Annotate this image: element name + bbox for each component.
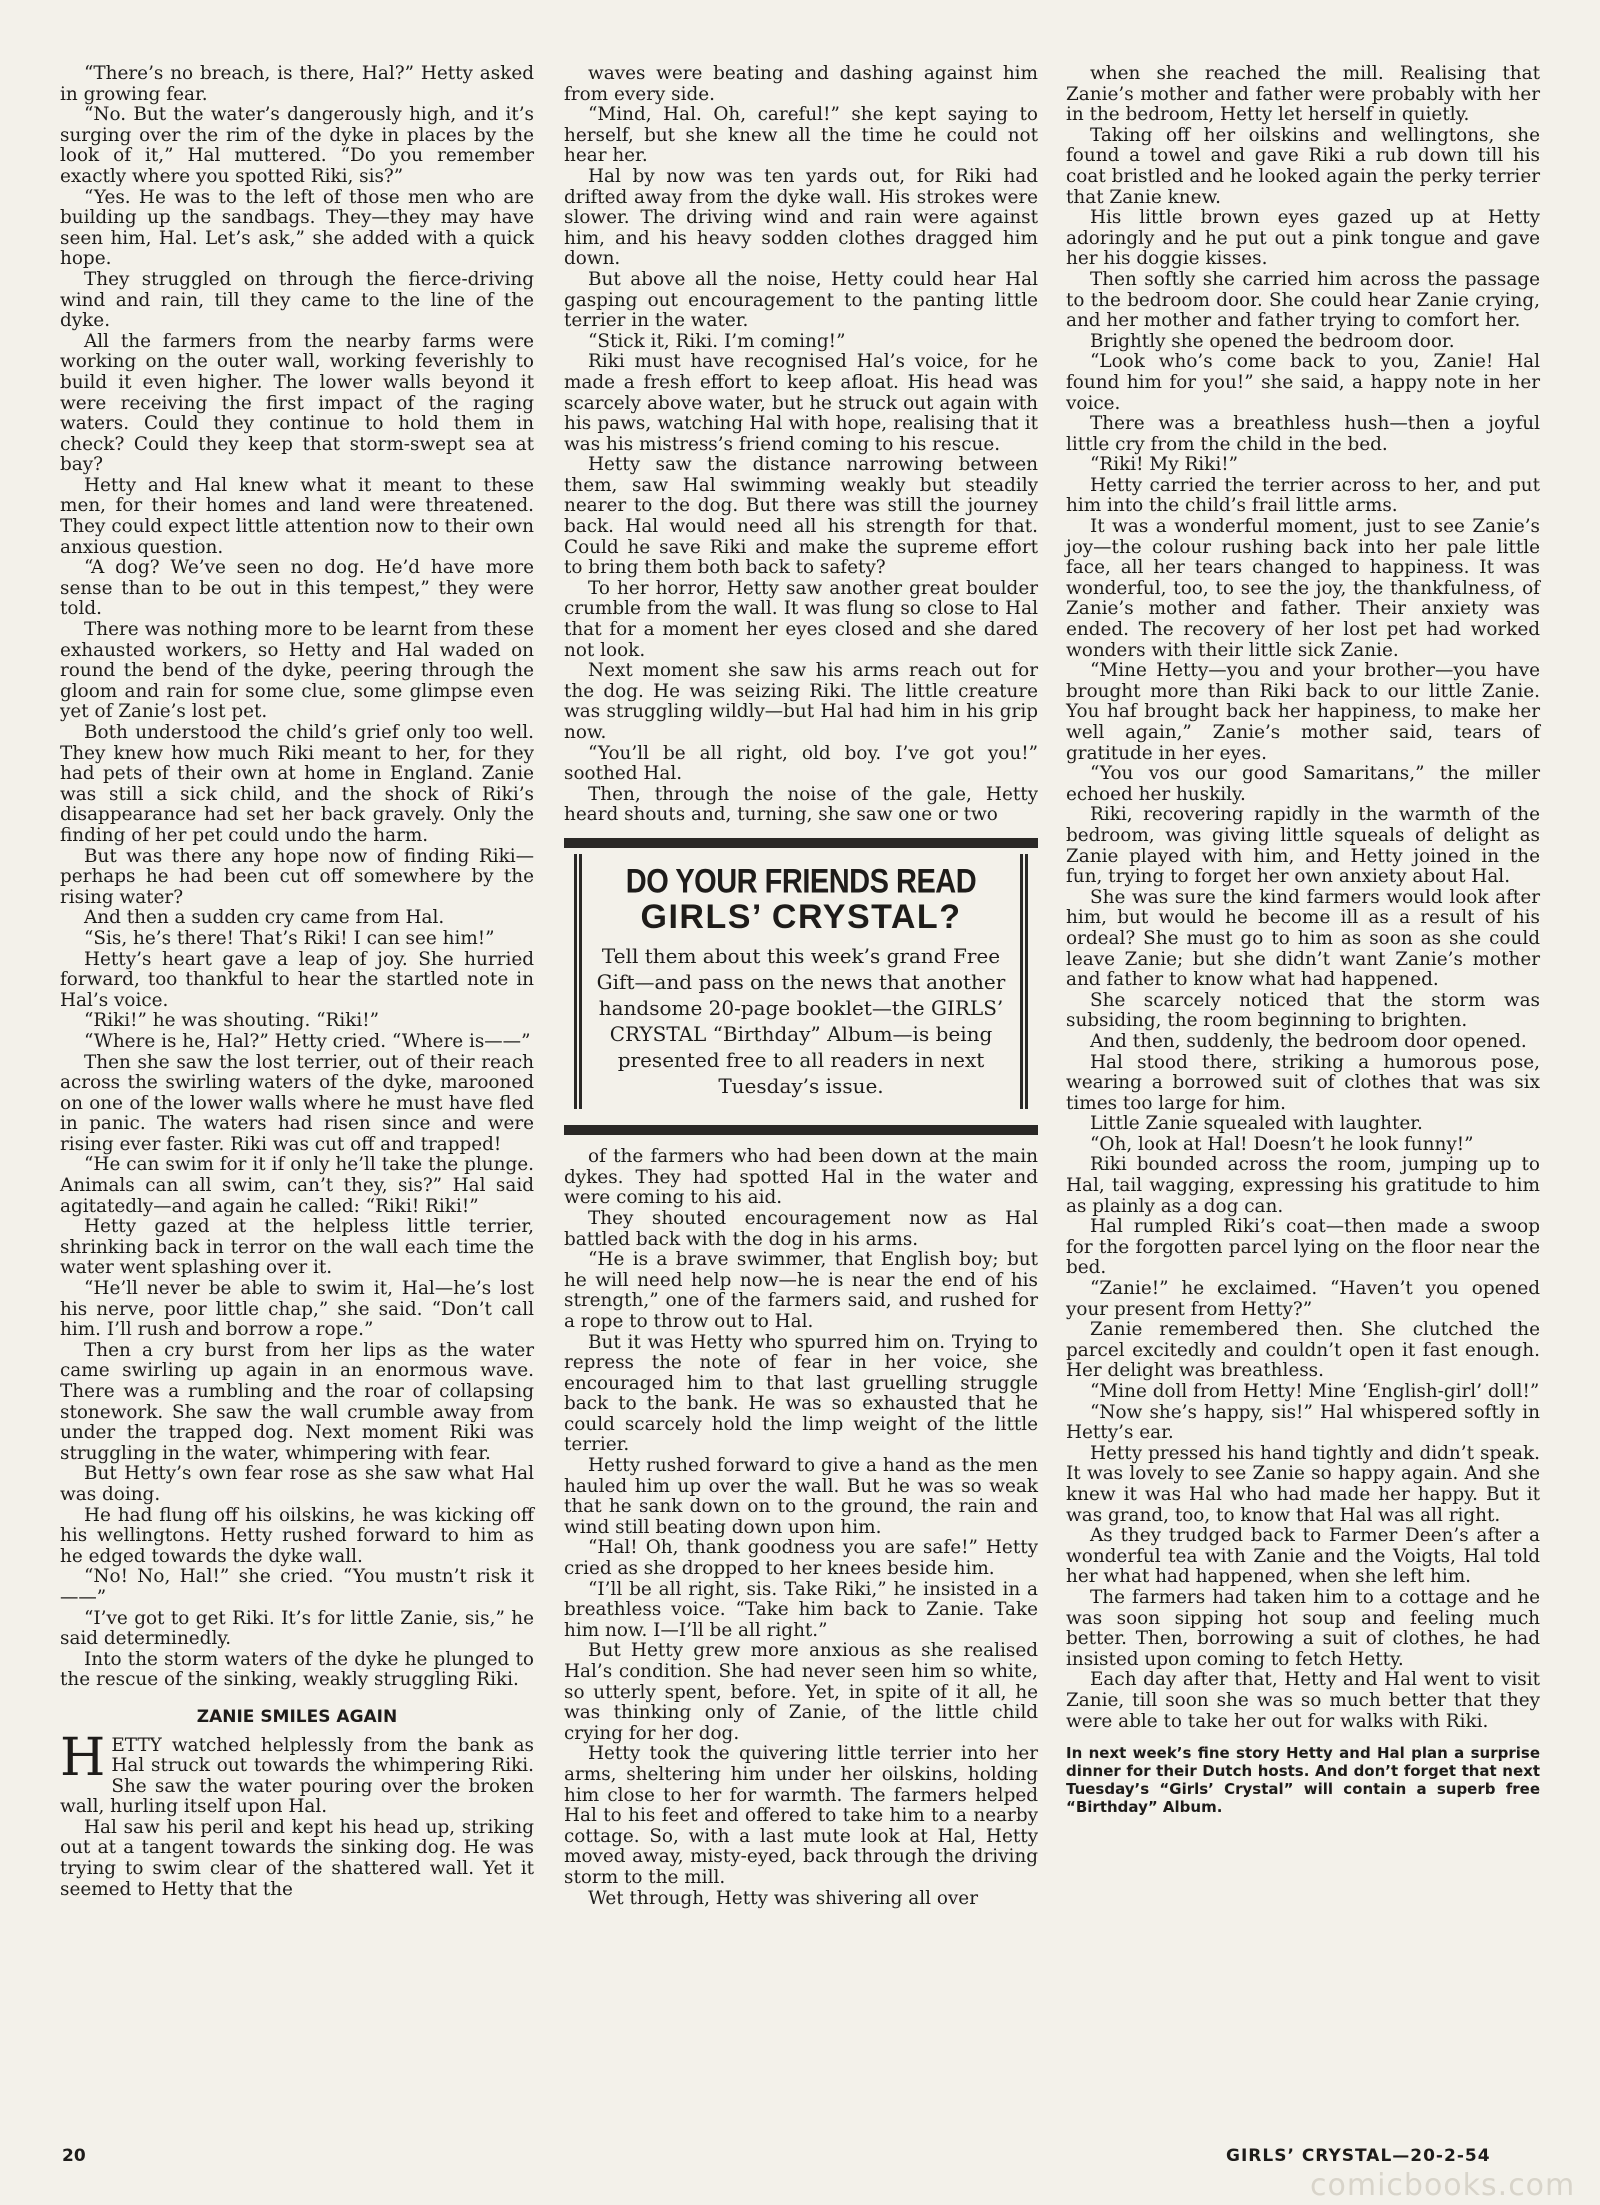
paragraph: “Oh, look at Hal! Doesn’t he look funny!” xyxy=(1090,1133,1474,1155)
paragraph: Hetty carried the terrier across to her, and put him into the child’s frail little arms. xyxy=(1066,474,1540,517)
paragraph: “Mine doll from Hetty! Mine ‘English-girl’ doll!” xyxy=(1090,1381,1540,1402)
paragraph: Each day after that, Hetty and Hal went to visit Zanie, till soon she was so much better that they were able to take her out for walks with Riki. xyxy=(1066,1669,1540,1732)
paragraph: Hetty gazed at the helpless little terrier, shrinking back in terror on the wall each time the water went splashing over it. xyxy=(60,1216,534,1279)
issue-line: GIRLS’ CRYSTAL—20-2-54 xyxy=(1226,2146,1491,2166)
paragraph: “Mind, Hal. Oh, careful!” she kept saying to herself, but she knew all the time he could not hear her. xyxy=(564,104,1038,167)
paragraph: “I’ll be all right, sis. Take Riki,” he insisted in a breathless voice. “Take him back to Zanie. Take him now. I—I’ll be all right.” xyxy=(564,1578,1038,1641)
paragraph: And then, suddenly, the bedroom door opened. xyxy=(1090,1030,1527,1052)
paragraph: “Sis, he’s there! That’s Riki! I can see him!” xyxy=(84,927,495,949)
paragraph: Hetty took the quivering little terrier into her arms, sheltering him under her oilskins, holding him close to her for warmth. The farmers helped Hal to his feet and offered to take him to a nearby cottage. So, with a last mute look at Hal, Hetty moved away, misty-eyed, back through the driving storm to the mill. xyxy=(564,1743,1038,1888)
column-3 xyxy=(1066,64,1540,1816)
paragraph: Riki, recovering rapidly in the warmth of the bedroom, was giving little squeals of delight as Zanie played with him, and Hetty joined in the fun, trying to forget her own anxiety about Hal. xyxy=(1066,804,1540,888)
advertisement-headline: DO YOUR FRIENDS READ xyxy=(625,863,977,901)
drop-cap: H xyxy=(60,1727,106,1788)
advertisement-body: Tell them about this week’s grand Free Gift—and pass on the news that another handsome 20-page booklet—the GIRLS’ CRYSTAL “Birthday” Album—is being presented free to all readers in next Tuesday’s issue. xyxy=(596,944,1006,1099)
paragraph: Brightly she opened the bedroom door. xyxy=(1090,330,1455,352)
paragraph: “Riki! My Riki!” xyxy=(1090,454,1239,476)
watermark: comicbooks.com xyxy=(1310,2168,1576,2203)
advertisement-inner xyxy=(574,854,1028,1109)
paragraph: It was a wonderful moment, just to see Zanie’s joy—the colour rushing back into her pale little face, all her tears changed to happiness. It was wonderful, too, to see the joy, the thankfulness, of Zanie’s mother and father. Their anxiety was ended. The recovery of her lost pet had worked wonders with their little sick Zanie. xyxy=(1066,516,1540,661)
drop-cap-paragraph-text: ETTY watched helplessly from the bank as Hal struck out towards the whimpering Riki. She saw the water pouring over the broken wall, hurling itself upon Hal. xyxy=(60,1734,534,1818)
paragraph: when she reached the mill. Realising that Zanie’s mother and father were probably with her in the bedroom, Hetty let herself in quietly. xyxy=(1066,63,1540,126)
paragraph: “Riki!” he was shouting. “Riki!” xyxy=(84,1010,380,1032)
next-week-note: In next week’s fine story Hetty and Hal plan a surprise dinner for their Dutch hosts. And don’t forget that next Tuesday’s “Girls’ Crystal” will contain a superb free “Birthday” Album. xyxy=(1066,1744,1540,1817)
paragraph: Hetty and Hal knew what it meant to these men, for their homes and land were threatened. They could expect little attention now to their own anxious question. xyxy=(60,474,534,558)
paragraph: “Now she’s happy, sis!” Hal whispered softly in Hetty’s ear. xyxy=(1066,1401,1540,1444)
column-2-bottom-paragraphs xyxy=(564,1147,1038,1909)
paragraph: “He is a brave swimmer, that English boy; but he will need help now—he is near the end of his strength,” one of the farmers said, and rushed for a rope to throw out to Hal. xyxy=(564,1249,1038,1332)
paragraph: She scarcely noticed that the storm was subsiding, the room beginning to brighten. xyxy=(1066,989,1540,1032)
paragraph: Wet through, Hetty was shivering all over xyxy=(588,1887,978,1909)
paragraph: They shouted encouragement now as Hal battled back with the dog in his arms. xyxy=(564,1207,1038,1250)
subheading: ZANIE SMILES AGAIN xyxy=(196,1706,398,1727)
paragraph: “Mine Hetty—you and your brother—you have brought more than Riki back to our little Zanie. You haf brought back her happiness, to make her well again,” Zanie’s mother said, tears of gratitude in her eyes. xyxy=(1066,660,1540,764)
page-number: 20 xyxy=(62,2146,86,2166)
paragraph: Hal saw his peril and kept his head up, striking out at a tangent towards the sinking dog. He was trying to swim clear of the shattered wall. Yet it seemed to Hetty that the xyxy=(60,1816,534,1900)
paragraph: The farmers had taken him to a cottage and he was soon sipping hot soup and feeling much better. Then, borrowing a suit of clothes, he had insisted upon coming to fetch Hetty. xyxy=(1066,1586,1540,1670)
paragraph: Hal by now was ten yards out, for Riki had drifted away from the dyke wall. His strokes were slower. The driving wind and rain were against him, and his heavy sodden clothes dragged him down. xyxy=(564,165,1038,270)
paragraph: “A dog? We’ve seen no dog. He’d have more sense than to be out in this tempest,” they were told. xyxy=(60,557,534,620)
paragraph: “There’s no breach, is there, Hal?” Hetty asked in growing fear. xyxy=(60,63,534,105)
paragraph: But above all the noise, Hetty could hear Hal gasping out encouragement to the panting little terrier in the water. xyxy=(564,268,1038,332)
column-2-top-paragraphs xyxy=(564,64,1038,826)
paragraph: of the farmers who had been down at the main dykes. They had spotted Hal in the water and were coming to his aid. xyxy=(564,1146,1038,1209)
paragraph: Hal rumpled Riki’s coat—then made a swoop for the forgotten parcel lying on the floor near the bed. xyxy=(1066,1216,1540,1279)
advertisement-title: GIRLS’ CRYSTAL? xyxy=(640,897,962,936)
paragraph: Then she saw the lost terrier, out of their reach across the swirling waters of the dyke, marooned on one of the lower walls where he must have fled in panic. The waters had risen since and were rising ever faster. Riki was cut off and trapped! xyxy=(60,1051,534,1155)
column-3-paragraphs xyxy=(1066,64,1540,1732)
paragraph: Little Zanie squealed with laughter. xyxy=(1090,1113,1423,1135)
paragraph: “You’ll be all right, old boy. I’ve got you!” soothed Hal. xyxy=(564,742,1038,785)
paragraph: “Hal! Oh, thank goodness you are safe!” Hetty cried as she dropped to her knees beside him. xyxy=(564,1537,1038,1580)
paragraph: Zanie remembered then. She clutched the parcel excitedly and couldn’t open it fast enough. Her delight was breathless. xyxy=(1066,1319,1540,1382)
paragraph: But was there any hope now of finding Riki—perhaps he had been cut off somewhere by the rising water? xyxy=(60,845,534,908)
column-1 xyxy=(60,64,534,1900)
paragraph: He had flung off his oilskins, he was kicking off his wellingtons. Hetty rushed forward to him as he edged towards the dyke wall. xyxy=(60,1504,534,1567)
paragraph: She was sure the kind farmers would look after him, but would he become ill as a result of his ordeal? She must go to him as soon as she could leave Zanie; but she didn’t want Zanie’s mother and father to know what had happened. xyxy=(1066,886,1540,991)
paragraph: “Yes. He was to the left of those men who are building up the sandbags. They—they may have seen him, Hal. Let’s ask,” she added with a quick hope. xyxy=(60,186,534,270)
paragraph: “You vos our good Samaritans,” the miller echoed her huskily. xyxy=(1066,763,1540,805)
paragraph: Next moment she saw his arms reach out for the dog. He was seizing Riki. The little creature was struggling wildly—but Hal had him in his grip now. xyxy=(564,660,1038,743)
paragraph: All the farmers from the nearby farms were working on the outer wall, working feverishly to build it even higher. The lower walls beyond it were receiving the first impact of the raging waters. Could they continue to hold them in check? Could they keep that storm-swept sea at bay? xyxy=(60,330,534,476)
paragraph: They struggled on through the fierce-driving wind and rain, till they came to the line of the dyke. xyxy=(60,268,534,332)
paragraph: Hetty rushed forward to give a hand as the men hauled him up over the wall. But he was so weak that he sank down on to the ground, the rain and wind still beating down upon him. xyxy=(564,1455,1038,1538)
paragraph: And then a sudden cry came from Hal. xyxy=(84,907,445,929)
paragraph: Then, through the noise of the gale, Hetty heard shouts and, turning, she saw one or two xyxy=(564,783,1038,826)
paragraph: “I’ve got to get Riki. It’s for little Zanie, sis,” he said determinedly. xyxy=(60,1607,534,1650)
paragraph: “Where is he, Hal?” Hetty cried. “Where is——” xyxy=(84,1030,531,1052)
column-1-end-paragraphs xyxy=(60,1818,534,1900)
paragraph: Riki bounded across the room, jumping up to Hal, tail wagging, expressing his gratitude to him as plainly as a dog can. xyxy=(1066,1154,1540,1217)
paragraph: To her horror, Hetty saw another great boulder crumble from the wall. It was flung so close to Hal that for a moment her eyes closed and she dared not look. xyxy=(564,577,1038,661)
paragraph: But Hetty grew more anxious as she realised Hal’s condition. She had never seen him so white, so utterly spent, before. Yet, in spite of it all, he was thinking only of Zanie, of the little child crying for her dog. xyxy=(564,1640,1038,1744)
drop-cap-paragraph xyxy=(60,1727,534,1818)
paragraph: Then a cry burst from her lips as the water came swirling up again in an enormous wave. There was a rumbling and the roar of collapsing stonework. She saw the wall crumble away from under the trapped dog. Next moment Riki was struggling in the water, whimpering with fear. xyxy=(60,1339,534,1464)
paragraph: Into the storm waters of the dyke he plunged to the rescue of the sinking, weakly struggling Riki. xyxy=(60,1648,534,1691)
advertisement-box xyxy=(564,838,1038,1135)
column-1-paragraphs xyxy=(60,64,534,1691)
paragraph: Riki must have recognised Hal’s voice, for he made a fresh effort to keep afloat. His head was scarcely above water, but he struck out again with his paws, watching Hal with hope, realising that it was his mistress’s friend coming to his rescue. xyxy=(564,351,1038,455)
paragraph: Then softly she carried him across the passage to the bedroom door. She could hear Zanie crying, and her mother and father trying to comfort her. xyxy=(1066,268,1540,332)
paragraph: “He can swim for it if only he’ll take the plunge. Animals can all swim, can’t they, sis?” Hal said agitatedly—and again he called: “Riki! Riki!” xyxy=(60,1154,534,1217)
paragraph: There was a breathless hush—then a joyful little cry from the child in the bed. xyxy=(1066,413,1540,455)
paragraph: Both understood the child’s grief only too well. They knew how much Riki meant to her, for they had pets of their own at home in England. Zanie was still a sick child, and the shock of Riki’s disappearance had set her back gravely. Only the finding of her pet could undo the harm. xyxy=(60,722,534,846)
paragraph: But Hetty’s own fear rose as she saw what Hal was doing. xyxy=(60,1463,534,1505)
paragraph: Hetty saw the distance narrowing between them, saw Hal swimming weakly but steadily nearer to the dog. But there was still the journey back. Hal would need all his strength for that. Could he save Riki and make the supreme effort to bring them both back to safety? xyxy=(564,454,1038,579)
paragraph: waves were beating and dashing against him from every side. xyxy=(564,63,1038,105)
paragraph: “No. But the water’s dangerously high, and it’s surging over the rim of the dyke in places by the look of it,” Hal muttered. “Do you remember exactly where you spotted Riki, sis?” xyxy=(60,104,534,187)
paragraph: But it was Hetty who spurred him on. Trying to repress the note of fear in her voice, she encouraged him to that last gruelling struggle back to the bank. He was so exhausted that he could scarcely hold the limp weight of the little terrier. xyxy=(564,1331,1038,1456)
paragraph: Hetty pressed his hand tightly and didn’t speak. It was lovely to see Zanie so happy again. And she knew it was Hal who had made her happy. But it was grand, too, to know that Hal was all right. xyxy=(1066,1442,1540,1526)
paragraph: “Look who’s come back to you, Zanie! Hal found him for you!” she said, a happy note in her voice. xyxy=(1066,351,1540,414)
paragraph: Hal stood there, striking a humorous pose, wearing a borrowed suit of clothes that was six times too large for him. xyxy=(1066,1051,1540,1114)
paragraph: His little brown eyes gazed up at Hetty adoringly and he put out a pink tongue and gave her his doggie kisses. xyxy=(1066,207,1540,270)
paragraph: “No! No, Hal!” she cried. “You mustn’t risk it——” xyxy=(60,1566,534,1608)
paragraph: As they trudged back to Farmer Deen’s after a wonderful tea with Zanie and the Voigts, Hal told her what had happened, when she left him. xyxy=(1066,1525,1540,1588)
paragraph: “He’ll never be able to swim it, Hal—he’s lost his nerve, poor little chap,” she said. “Don’t call him. I’ll rush and borrow a rope.” xyxy=(60,1278,534,1341)
paragraph: Taking off her oilskins and wellingtons, she found a towel and gave Riki a rub down till his coat bristled and he looked again the perky terrier that Zanie knew. xyxy=(1066,124,1540,208)
paragraph: “Zanie!” he exclaimed. “Haven’t you opened your present from Hetty?” xyxy=(1066,1278,1540,1320)
paragraph: “Stick it, Riki. I’m coming!” xyxy=(588,330,846,352)
column-2 xyxy=(564,64,1038,1909)
paragraph: Hetty’s heart gave a leap of joy. She hurried forward, too thankful to hear the startled note in Hal’s voice. xyxy=(60,948,534,1011)
paragraph: There was nothing more to be learnt from these exhausted workers, so Hetty and Hal waded on round the bend of the dyke, peering through the gloom and rain for some clue, some glimpse even yet of Zanie’s lost pet. xyxy=(60,619,534,723)
